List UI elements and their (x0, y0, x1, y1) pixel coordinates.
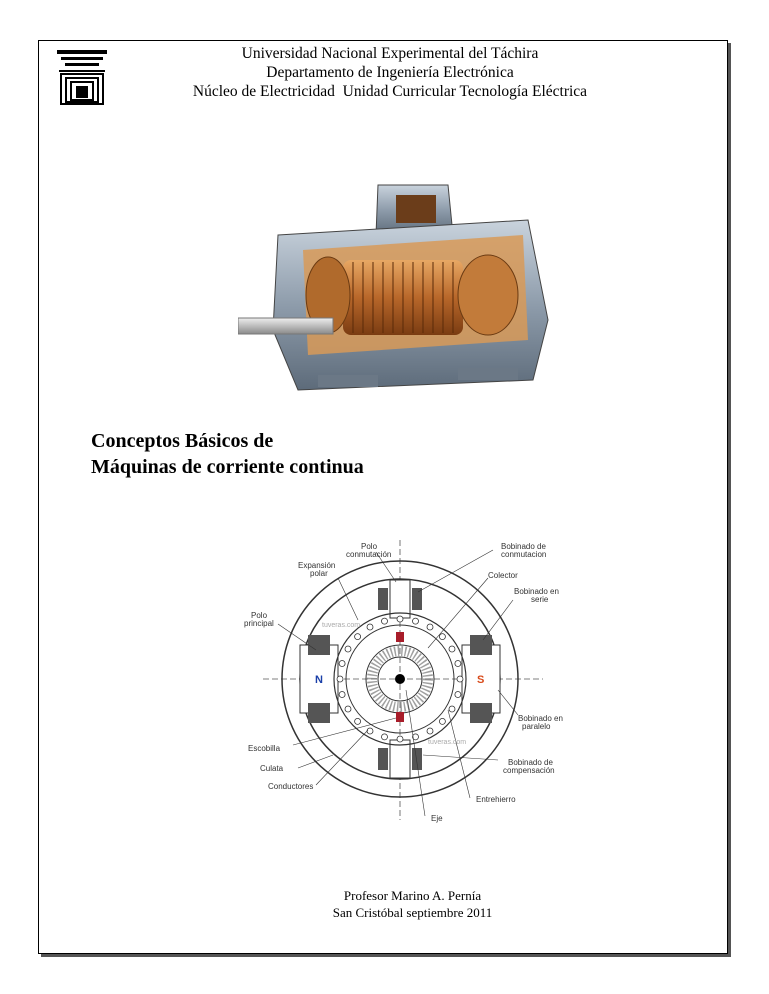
pole-n-label: N (315, 674, 323, 686)
footer-author: Profesor Marino A. Pernía (343, 888, 482, 903)
label-colector: Colector (488, 571, 518, 580)
brush-bottom (396, 712, 404, 722)
footer-place-date: San Cristóbal septiembre 2011 (332, 905, 493, 920)
series-winding-left-bottom (308, 703, 330, 723)
label-polo-principal-1: Polo (251, 611, 268, 620)
label-bobinado-compensacion-1: Bobinado de (508, 758, 553, 767)
label-bobinado-compensacion-2: compensación (503, 766, 555, 775)
title-line-2: Máquinas de corriente continua (91, 456, 364, 478)
series-winding-right-bottom (470, 703, 492, 723)
label-bobinado-paralelo-2: paralelo (522, 722, 551, 731)
label-polo-conmutacion-1: Polo (361, 542, 378, 551)
label-escobilla: Escobilla (248, 744, 281, 753)
header-department: Departamento de Ingeniería Electrónica (266, 64, 514, 81)
brush-top (396, 632, 404, 642)
label-bobinado-serie-1: Bobinado en (514, 587, 559, 596)
footer (270, 887, 555, 921)
shaft-center (395, 674, 405, 684)
series-winding-right-top (470, 635, 492, 655)
label-bobinado-conmutacion-2: conmutacion (501, 550, 547, 559)
university-logo (53, 48, 111, 106)
label-polo-principal-2: principal (244, 619, 274, 628)
watermark-bottom: tuveras.com (428, 739, 467, 746)
series-winding-left-top (308, 635, 330, 655)
label-polo-conmutacion-2: conmutación (346, 550, 392, 559)
label-bobinado-serie-2: serie (531, 595, 549, 604)
label-bobinado-paralelo-1: Bobinado en (518, 714, 563, 723)
dc-machine-diagram (238, 540, 568, 840)
commutation-pole-top (390, 580, 410, 618)
label-expansion-polar-2: polar (310, 569, 328, 578)
dc-motor-cutaway-image (238, 180, 563, 395)
label-bobinado-conmutacion-1: Bobinado de (501, 542, 546, 551)
label-entrehierro: Entrehierro (476, 795, 516, 804)
pole-s-label: S (477, 674, 485, 686)
label-conductores: Conductores (268, 782, 314, 791)
commutation-pole-bottom (390, 740, 410, 778)
header-university: Universidad Nacional Experimental del Táchira (241, 45, 539, 62)
header (110, 44, 670, 101)
watermark-top: tuveras.com (322, 622, 361, 629)
label-eje: Eje (431, 814, 443, 823)
document-title (91, 428, 364, 480)
label-culata: Culata (260, 764, 284, 773)
header-unit: Núcleo de Electricidad Unidad Curricular Tecnología Eléctrica (192, 83, 588, 100)
title-line-1: Conceptos Básicos de (91, 430, 274, 452)
label-expansion-polar-1: Expansión (298, 561, 336, 570)
